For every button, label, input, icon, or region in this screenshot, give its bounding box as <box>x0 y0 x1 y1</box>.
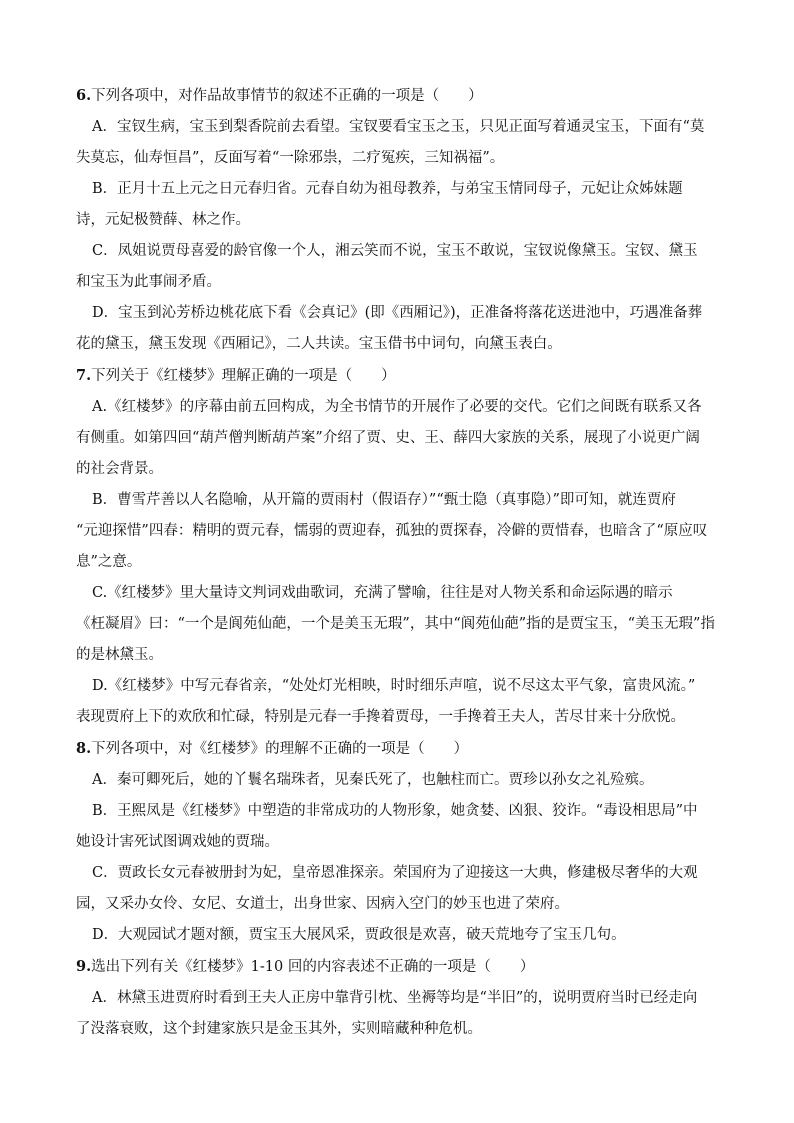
question-9 <box>76 951 722 1045</box>
question-8-stem: 8.下列各项中，对《红楼梦》的理解不正确的一项是（ ） <box>76 740 469 757</box>
option-c-line-3: 的是林黛玉。 <box>76 647 163 663</box>
option-d-line-1: D．宝玉到沁芳桥边桃花底下看《会真记》(即《西厢记》)，正准备将落花送进池中，巧遇准备葬 <box>92 305 703 321</box>
option-d-line-1: D．大观园试才题对额，贾宝玉大展风采，贾政很是欢喜，破天荒地夸了宝玉几句。 <box>92 927 626 943</box>
option-a-line-3: 的社会背景。 <box>76 461 163 477</box>
question-list <box>76 80 722 1045</box>
option-d-line-1: D.《红楼梦》中写元春省亲，“处处灯光相映，时时细乐声喧，说不尽这太平气象，富贵风流。” <box>92 678 696 694</box>
option-b-line-2: 她设计害死试图调戏她的贾瑞。 <box>76 834 279 850</box>
question-number: 7. <box>76 367 92 384</box>
option-c-line-2: 《枉凝眉》曰：“一个是阆苑仙葩，一个是美玉无瑕”，其中“阆苑仙葩”指的是贾宝玉，“美玉无瑕”指 <box>76 616 715 632</box>
option-d-line-2: 花的黛玉，黛玉发现《西厢记》，二人共读。宝玉借书中词句，向黛玉表白。 <box>76 336 562 352</box>
option-a-line-1: A．宝钗生病，宝玉到梨香院前去看望。宝钗要看宝玉之玉，只见正面写着通灵宝玉，下面有“莫 <box>92 119 705 135</box>
question-6-stem: 6.下列各项中，对作品故事情节的叙述不正确的一项是（ ） <box>76 87 483 104</box>
option-c-line-2: 园，又采办女伶、女尼、女道士，出身世家、因病入空门的妙玉也进了荣府。 <box>76 896 569 912</box>
option-b-line-2: 诗，元妃极赞薛、林之作。 <box>76 212 250 228</box>
question-7-stem: 7.下列关于《红楼梦》理解正确的一项是（ ） <box>76 367 396 384</box>
option-c-line-1: C．贾政长女元春被册封为妃，皇帝恩准探亲。荣国府为了迎接这一大典，修建极尽奢华的大观 <box>92 865 698 881</box>
question-number: 9. <box>76 958 92 975</box>
option-b-line-1: B．曹雪芹善以人名隐喻，从开篇的贾雨村（假语存）”“甄士隐（真事隐）”即可知，就连贾府 <box>92 492 676 508</box>
option-c-line-1: C．凤姐说贾母喜爱的龄官像一个人，湘云笑而不说，宝玉不敢说，宝钗说像黛玉。宝钗、黛玉 <box>92 243 698 259</box>
question-number: 6. <box>76 87 92 104</box>
question-6 <box>76 80 722 360</box>
option-a-line-2: 了没落衰败，这个封建家族只是金玉其外，实则暗藏种种危机。 <box>76 1021 482 1037</box>
option-a-line-2: 有侧重。如第四回“葫芦僧判断葫芦案”介绍了贾、史、王、薛四大家族的关系，展现了小说更广阔 <box>76 430 700 446</box>
option-a-line-2: 失莫忘，仙寿恒昌”，反面写着“一除邪祟，二疗冤疾，三知祸福”。 <box>76 150 505 166</box>
option-b-line-1: B．正月十五上元之日元春归省。元春自幼为祖母教养，与弟宝玉情同母子，元妃让众姊妹题 <box>92 181 683 197</box>
option-a-line-1: A.《红楼梦》的序幕由前五回构成，为全书情节的开展作了必要的交代。它们之间既有联系又各 <box>92 399 702 415</box>
option-b-line-3: 息”之意。 <box>76 554 142 570</box>
option-b-line-2: “元迎探惜”四春：精明的贾元春，懦弱的贾迎春，孤独的贾探春，冷僻的贾惜春，也暗含了“原应叹 <box>76 523 708 539</box>
option-c-line-1: C.《红楼梦》里大量诗文判词戏曲歌词，充满了譬喻，往往是对人物关系和命运际遇的暗示 <box>92 585 673 601</box>
option-c-line-2: 和宝玉为此事闹矛盾。 <box>76 274 221 290</box>
option-a-line-1: A．秦可卿死后，她的丫鬟名瑞珠者，见秦氏死了，也触柱而亡。贾珍以孙女之礼殓殡。 <box>92 772 654 788</box>
option-d-line-2: 表现贾府上下的欢欣和忙碌，特别是元春一手搀着贾母，一手搀着王夫人，苦尽甘来十分欣悦。 <box>76 709 685 725</box>
question-7 <box>76 360 722 733</box>
question-8 <box>76 733 722 951</box>
option-b-line-1: B．王熙凤是《红楼梦》中塑造的非常成功的人物形象，她贪婪、凶狠、狡诈。“毒设相思局”中 <box>92 803 698 819</box>
option-a-line-1: A．林黛玉进贾府时看到王夫人正房中靠背引枕、坐褥等均是“半旧”的，说明贾府当时已经走向 <box>92 990 698 1006</box>
question-9-stem: 9.选出下列有关《红楼梦》1-10 回的内容表述不正确的一项是（ ） <box>76 958 535 975</box>
question-number: 8. <box>76 740 92 757</box>
